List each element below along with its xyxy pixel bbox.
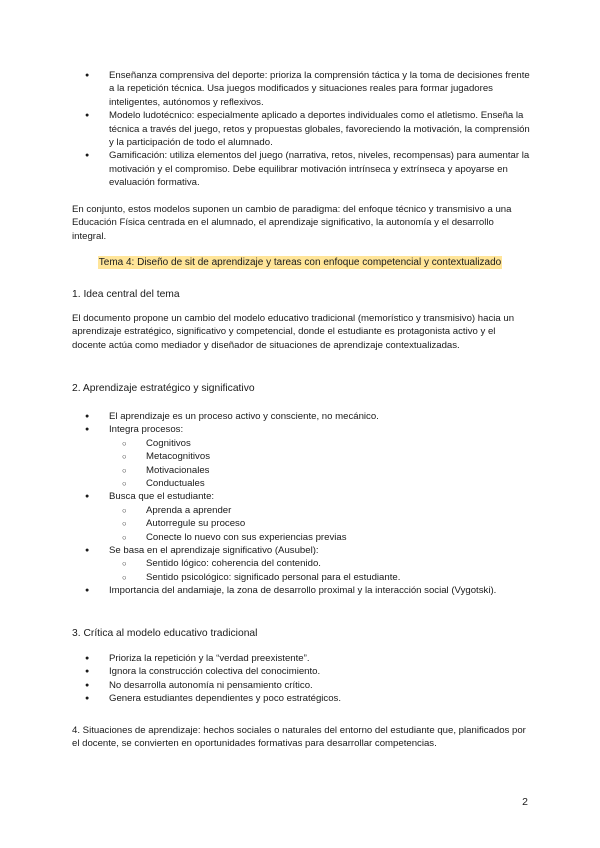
sublist-item: ○ Conecte lo nuevo con sus experiencias previas xyxy=(109,531,532,544)
conclusion-paragraph: En conjunto, estos modelos suponen un cambio de paradigma: del enfoque técnico y transmisivo a una Educación Física centrada en el alumnado, el aprendizaje significativo, la autonomía y el desarrollo integral. xyxy=(72,204,512,242)
list-item-text: Busca que el estudiante: xyxy=(109,491,215,503)
list-item-text: Integra procesos: xyxy=(109,424,184,436)
list-item xyxy=(72,490,532,544)
tema-heading xyxy=(72,256,528,269)
section3-list xyxy=(72,652,532,706)
list-item: ● No desarrolla autonomía ni pensamiento crítico. xyxy=(72,679,532,692)
sublist-item: ○ Sentido lógico: coherencia del contenido. xyxy=(109,557,532,570)
sublist xyxy=(109,557,532,584)
sublist-item: ○ Cognitivos xyxy=(109,437,532,450)
sublist-item: ○ Aprenda a aprender xyxy=(109,504,532,517)
section3-title: 3. Crítica al modelo educativo tradicional xyxy=(72,628,258,639)
sublist-item: ○ Metacognitivos xyxy=(109,450,532,463)
list-item-text: El aprendizaje es un proceso activo y consciente, no mecánico. xyxy=(109,411,379,422)
section1-title: 1. Idea central del tema xyxy=(72,289,180,300)
sublist-item: ○ Motivacionales xyxy=(109,464,532,477)
list-item xyxy=(72,584,532,597)
list-item xyxy=(72,149,532,189)
sublist xyxy=(109,437,532,491)
list-item: ● Ignora la construcción colectiva del conocimiento. xyxy=(72,665,532,678)
section2-title: 2. Aprendizaje estratégico y significativo xyxy=(72,383,255,394)
section1-paragraph: El documento propone un cambio del modelo educativo tradicional (memorístico y transmisivo) hacia un aprendizaje estratégico, significativo y competencial, donde el estudiante es protagonista activo y el docente actúa como mediador y diseñador de situaciones de aprendizaje contextualizadas. xyxy=(72,313,515,351)
section4-paragraph: 4. Situaciones de aprendizaje: hechos sociales o naturales del entorno del estudiante que, planificados por el docente, se convierten en oportunidades formativas para desarrollar competencias. xyxy=(72,725,526,750)
list-item xyxy=(72,423,532,490)
list-item-text: Importancia del andamiaje, la zona de desarrollo proximal y la interacción social (Vygotski). xyxy=(109,585,497,597)
tema-heading-text: Tema 4: Diseño de sit de aprendizaje y tareas con enfoque competencial y contextualizado xyxy=(98,257,502,268)
sublist-item: ○ Sentido psicológico: significado personal para el estudiante. xyxy=(109,571,532,584)
list-item-text: Enseñanza comprensiva del deporte: prioriza la comprensión táctica y la toma de decisiones frente a la repetición técnica. Usa juegos modificados y situaciones reales para formar jugadores inteligentes, autónomos y reflexivos. xyxy=(109,70,530,108)
list-item xyxy=(72,69,532,109)
list-item-text: Se basa en el aprendizaje significativo (Ausubel): xyxy=(109,545,319,557)
list-item: ● Prioriza la repetición y la “verdad preexistente”. xyxy=(72,652,532,665)
sublist xyxy=(109,504,532,544)
list-item xyxy=(72,109,532,149)
list-item xyxy=(72,410,532,423)
page-number: 2 xyxy=(522,796,528,808)
list-item: ● Genera estudiantes dependientes y poco estratégicos. xyxy=(72,692,532,705)
sublist-item: ○ Conductuales xyxy=(109,477,532,490)
sublist-item: ○ Autorregule su proceso xyxy=(109,517,532,530)
models-list xyxy=(72,69,532,190)
list-item xyxy=(72,544,532,584)
list-item-text: Gamificación: utiliza elementos del juego (narrativa, retos, niveles, recompensas) para aumentar la motivación y el compromiso. Debe equilibrar motivación intrínseca y extrínseca y apoyarse en evaluación formativa. xyxy=(109,150,530,189)
list-item-text: Modelo ludotécnico: especialmente aplicado a deportes individuales como el atletismo. Enseña la técnica a través del juego, retos y propuestas globales, favoreciendo la motivación, la comprensión y la participación de todo el alumnado. xyxy=(109,110,530,149)
section2-list xyxy=(72,410,532,598)
